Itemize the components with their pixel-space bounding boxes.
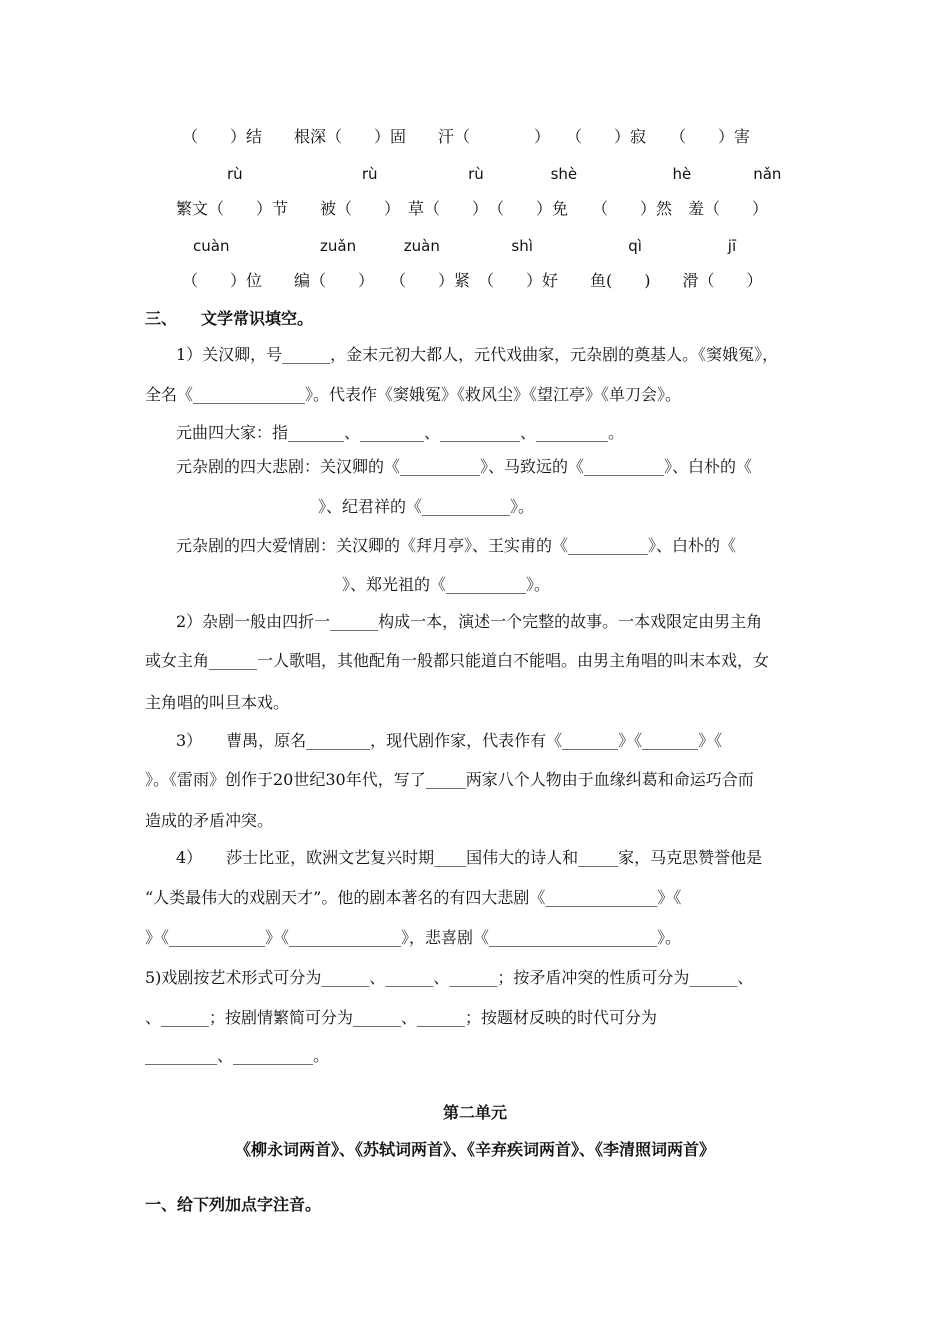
section-3-heading: 三、 文学常识填空。 (145, 309, 314, 328)
text-line: 、______；按剧情繁简可分为______、______；按题材反映的时代可分为 (145, 1008, 658, 1027)
text-line: “人类最伟大的戏剧天才”。他的剧本著名的有四大悲剧《______________》《 (145, 888, 682, 907)
char-row-5: （ ）位 编（ ） （ ）紧 （ ）好 鱼( ) 滑（ ） (182, 271, 763, 290)
pinyin-row-2: rù rù rù shè hè nǎn (227, 165, 782, 183)
text-line: 3） 曹禺，原名________，现代剧作家，代表作有《_______》《_______》《 (176, 731, 723, 750)
question-1-heading: 一、给下列加点字注音。 (145, 1195, 322, 1214)
text-line: 元杂剧的四大悲剧：关汉卿的《__________》、马致远的《__________》、白朴的《 (176, 457, 753, 476)
text-line: 4） 莎士比亚，欧洲文艺复兴时期____国伟大的诗人和_____家，马克思赞誉他是 (176, 848, 763, 867)
text-line: 》《____________》《______________》，悲喜剧《_____________________》。 (145, 928, 682, 947)
text-line: _________、__________。 (145, 1046, 330, 1065)
text-line: 》、郑光祖的《__________》。 (342, 575, 551, 594)
text-line: 或女主角______一人歌唱，其他配角一般都只能道白不能唱。由男主角唱的叫末本戏，女 (145, 651, 770, 670)
text-line: 造成的矛盾冲突。 (145, 811, 274, 830)
text-line: 》。《雷雨》创作于20世纪30年代，写了_____两家八个人物由于血缘纠葛和命运巧合而 (145, 770, 754, 789)
char-row-3: 繁文（ ）节 被（ ） 草（ ） （ ）免 （ ）然 羞（ ） (176, 199, 769, 218)
unit-title: 第二单元 (442, 1103, 507, 1122)
text-line: 主角唱的叫旦本戏。 (145, 693, 290, 712)
char-row-1: （ ）结 根深（ ）固 汗（ ） （ ）寂 （ ）害 (182, 127, 751, 146)
text-line: 》、纪君祥的《___________》。 (318, 497, 535, 516)
text-line: 元曲四大家：指_______、________、__________、_________。 (176, 423, 625, 442)
unit-subtitle: 《柳永词两首》、《苏轼词两首》、《辛弃疾词两首》、《李清照词两首》 (234, 1140, 715, 1159)
text-line: 元杂剧的四大爱情剧：关汉卿的《拜月亭》、王实甫的《__________》、白朴的《 (176, 536, 737, 555)
text-line: 1）关汉卿，号______，金末元初大都人，元代戏曲家，元杂剧的奠基人。《窦娥冤》， (176, 345, 779, 364)
text-line: 全名《______________》。代表作《窦娥冤》《救风尘》《望江亭》《单刀会》。 (145, 385, 682, 404)
text-line: 2）杂剧一般由四折一______构成一本，演述一个完整的故事。一本戏限定由男主角 (176, 612, 763, 631)
text-line: 5)戏剧按艺术形式可分为______、______、______；按矛盾冲突的性质可分为______、 (145, 968, 754, 987)
pinyin-row-4: cuàn zuǎn zuàn shì qì jī (193, 237, 737, 255)
